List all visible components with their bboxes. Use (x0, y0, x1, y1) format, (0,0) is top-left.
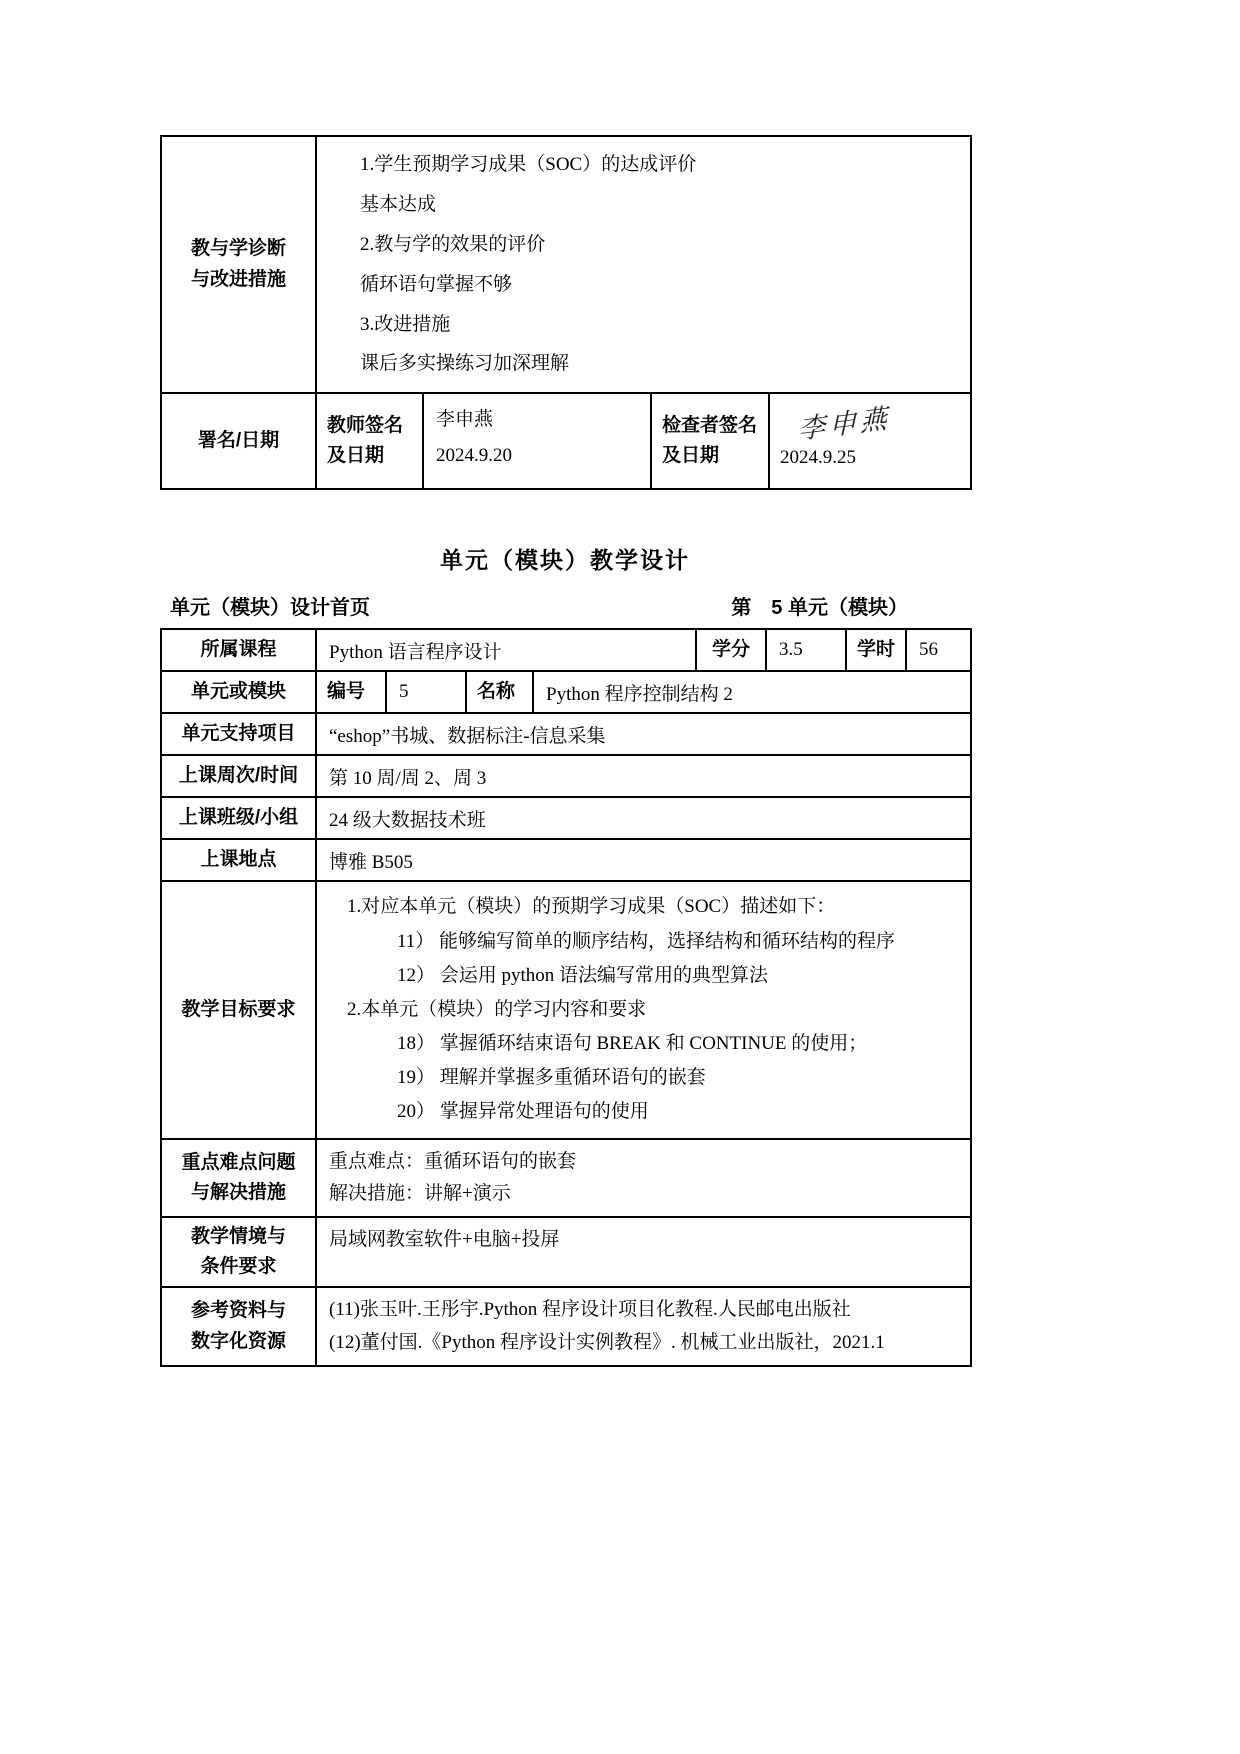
environment-label-line2: 条件要求 (200, 1256, 277, 1278)
hours-value: 56 (919, 639, 939, 661)
key-points-content-cell (316, 1139, 971, 1218)
objective-line: 2.本单元（模块）的学习内容和要求 (347, 998, 647, 1020)
unit-design-table (160, 628, 972, 1367)
objective-line: 1.对应本单元（模块）的预期学习成果（SOC）描述如下： (347, 896, 836, 918)
document-content (160, 135, 970, 1367)
objectives-label: 教学目标要求 (181, 998, 296, 1020)
course-value: Python 语言程序设计 (329, 641, 502, 663)
schedule-value-cell (316, 755, 971, 797)
environment-row (161, 1217, 971, 1287)
diagnosis-line: 课后多实操练习加深理解 (360, 353, 570, 375)
document-title: 单元（模块）教学设计 (440, 547, 690, 574)
project-row (161, 713, 971, 755)
environment-label-cell (161, 1217, 316, 1287)
diagnosis-line: 3.改进措施 (360, 313, 451, 335)
location-row (161, 839, 971, 881)
checker-signature-label-cell (651, 393, 769, 489)
teacher-name: 李申燕 (436, 409, 494, 431)
references-row (161, 1287, 971, 1366)
key-points-label-line1: 重点难点问题 (181, 1151, 296, 1173)
signature-row-label: 署名/日期 (197, 430, 280, 452)
diagnosis-label-line1: 教与学诊断 (190, 238, 286, 260)
diagnosis-signature-table (160, 135, 972, 490)
teacher-date: 2024.9.20 (436, 445, 512, 467)
diagnosis-label-line2: 与改进措施 (190, 268, 286, 290)
objective-line: 20） 掌握异常处理语句的使用 (397, 1101, 649, 1123)
module-no-value-cell (386, 671, 466, 713)
location-label: 上课地点 (200, 849, 277, 871)
key-points-label-line2: 与解决措施 (190, 1181, 286, 1203)
module-no-label-cell (316, 671, 386, 713)
diagnosis-row (161, 136, 971, 393)
signature-row-label-cell (161, 393, 316, 489)
references-content-cell (316, 1287, 971, 1366)
key-points-line: 重点难点：重循环语句的嵌套 (329, 1150, 577, 1172)
module-no-label: 编号 (327, 681, 366, 703)
environment-value: 局域网教室软件+电脑+投屏 (329, 1229, 560, 1251)
module-name-label-cell (466, 671, 533, 713)
class-group-row (161, 797, 971, 839)
schedule-value: 第 10 周/周 2、周 3 (329, 767, 487, 789)
credit-label: 学分 (712, 639, 751, 661)
hours-label-cell (846, 629, 906, 671)
checker-signature-value-cell (769, 393, 971, 489)
checker-signature-label-line2: 及日期 (662, 445, 720, 467)
diagnosis-line: 循环语句掌握不够 (360, 273, 513, 295)
objective-line: 19） 理解并掌握多重循环语句的嵌套 (397, 1067, 706, 1089)
signature-row (161, 393, 971, 489)
checker-handwritten-signature: 李申燕 (798, 403, 891, 446)
class-group-value: 24 级大数据技术班 (329, 809, 486, 831)
module-name-value: Python 程序控制结构 2 (546, 683, 733, 705)
module-name-label: 名称 (477, 681, 516, 703)
teacher-signature-value-cell (423, 393, 651, 489)
environment-label-line1: 教学情境与 (190, 1225, 286, 1247)
diagnosis-line: 基本达成 (360, 193, 437, 215)
module-name-value-cell (533, 671, 971, 713)
subheader-right: 第 5 单元（模块） (731, 597, 908, 620)
objective-line: 12） 会运用 python 语法编写常用的典型算法 (397, 964, 769, 986)
objective-line: 18） 掌握循环结束语句 BREAK 和 CONTINUE 的使用； (397, 1033, 868, 1055)
references-label-line2: 数字化资源 (190, 1330, 286, 1352)
course-label-cell (161, 629, 316, 671)
references-label-line1: 参考资料与 (190, 1300, 286, 1322)
diagnosis-label-cell (161, 136, 316, 393)
module-row (161, 671, 971, 713)
location-label-cell (161, 839, 316, 881)
module-label: 单元或模块 (190, 681, 286, 703)
project-value: “eshop”书城、数据标注-信息采集 (329, 725, 606, 747)
credit-value-cell (766, 629, 846, 671)
hours-label: 学时 (857, 639, 896, 661)
checker-signature-label-line1: 检查者签名 (662, 414, 758, 436)
schedule-label-cell (161, 755, 316, 797)
objectives-row (161, 881, 971, 1138)
hours-value-cell (906, 629, 971, 671)
schedule-row (161, 755, 971, 797)
reference-line: (12)董付国.《Python 程序设计实例教程》. 机械工业出版社，2021.1 (329, 1331, 885, 1353)
objectives-label-cell (161, 881, 316, 1138)
location-value: 博雅 B505 (329, 851, 413, 873)
project-label: 单元支持项目 (181, 723, 296, 745)
module-label-cell (161, 671, 316, 713)
teacher-signature-label-line1: 教师签名 (327, 414, 404, 436)
project-value-cell (316, 713, 971, 755)
checker-date: 2024.9.25 (780, 447, 856, 469)
diagnosis-line: 2.教与学的效果的评价 (360, 233, 546, 255)
teacher-signature-label-line2: 及日期 (327, 445, 385, 467)
location-value-cell (316, 839, 971, 881)
credit-value: 3.5 (779, 639, 803, 661)
references-label-cell (161, 1287, 316, 1366)
credit-label-cell (696, 629, 766, 671)
class-group-label: 上课班级/小组 (178, 807, 299, 829)
schedule-label: 上课周次/时间 (178, 765, 299, 787)
diagnosis-content-cell (316, 136, 971, 393)
project-label-cell (161, 713, 316, 755)
reference-line: (11)张玉叶.王彤宇.Python 程序设计项目化教程.人民邮电出版社 (329, 1299, 851, 1321)
course-label: 所属课程 (200, 639, 277, 661)
objectives-content-cell (316, 881, 971, 1138)
objective-line: 11） 能够编写简单的顺序结构，选择结构和循环结构的程序 (397, 930, 896, 952)
key-points-label-cell (161, 1139, 316, 1218)
module-no-value: 5 (399, 681, 409, 703)
environment-value-cell (316, 1217, 971, 1287)
subheader-left: 单元（模块）设计首页 (170, 597, 370, 620)
course-row (161, 629, 971, 671)
diagnosis-line: 1.学生预期学习成果（SOC）的达成评价 (360, 154, 697, 175)
class-group-value-cell (316, 797, 971, 839)
class-group-label-cell (161, 797, 316, 839)
teacher-signature-label-cell (316, 393, 423, 489)
course-value-cell (316, 629, 696, 671)
key-points-line: 解决措施：讲解+演示 (329, 1182, 511, 1204)
key-points-row (161, 1139, 971, 1218)
subheader (160, 591, 970, 620)
